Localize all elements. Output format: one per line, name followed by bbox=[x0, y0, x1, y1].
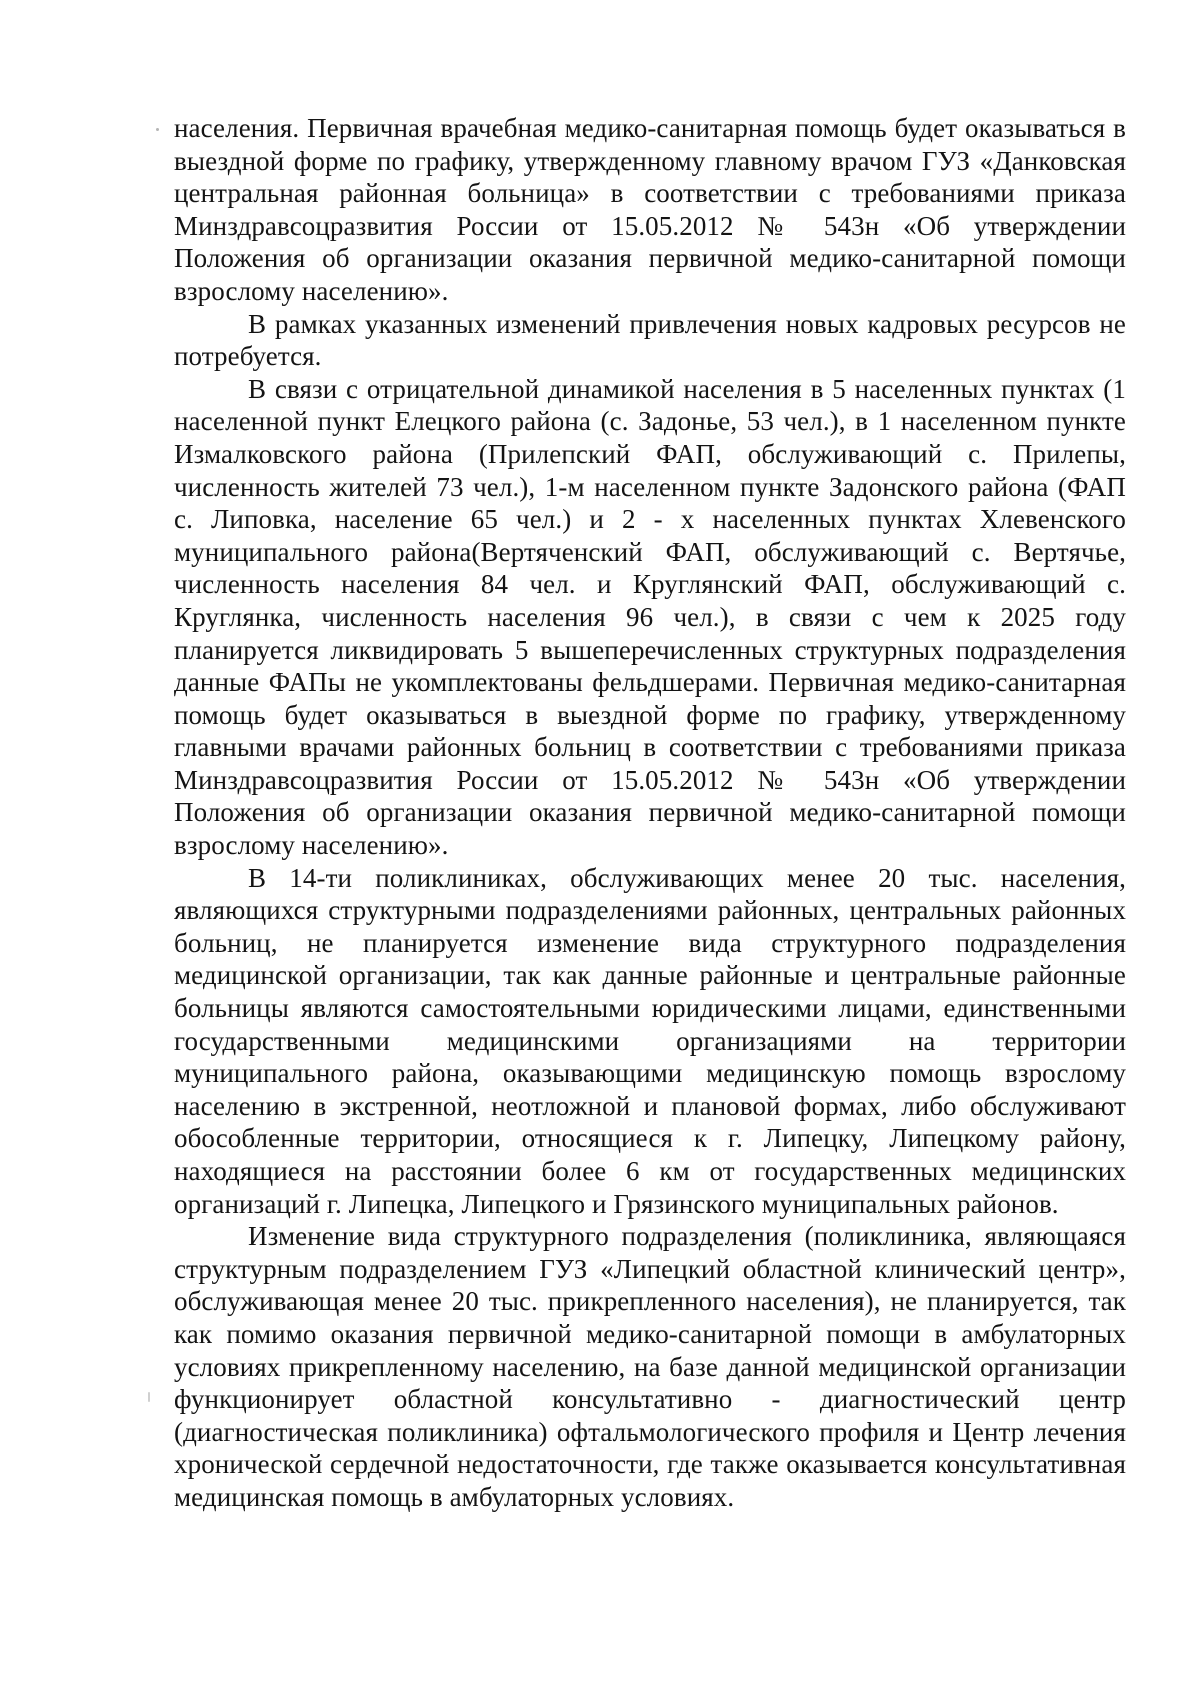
document-page bbox=[174, 112, 1126, 1514]
scan-margin-mark bbox=[148, 1392, 150, 1402]
paragraph-polyclinics: В 14-ти поликлиниках, обслуживающих менее 20 тыс. населения, являющихся структурными подразделениями районных, центральных районных больниц, не планируется изменение вида структурного подразделения медицинской организации, так как данные районные и центральные районные больницы являются самостоятельными юридическими лицами, единственными государственными медицинскими организациями на территории муниципального района, оказывающими медицинскую помощь взрослому населению в экстренной, неотложной и плановой формах, либо обслуживают обособленные территории, относящиеся к г. Липецку, Липецкому району, находящиеся на расстоянии более 6 км от государственных медицинских организаций г. Липецка, Липецкого и Грязинского муниципальных районов. bbox=[174, 862, 1126, 1219]
paragraph-fap-liquidation: В связи с отрицательной динамикой населения в 5 населенных пунктах (1 населенной пункт Елецкого района (с. Задонье, 53 чел.), в 1 населенном пункте Измалковского района (Прилепский ФАП, обслуживающий с. Прилепы, численность жителей 73 чел.), 1-м населенном пункте Задонского района (ФАП с. Липовка, население 65 чел.) и 2 - х населенных пунктах Хлевенского муниципального района(Вертяченский ФАП, обслуживающий с. Вертячье, численность населения 84 чел. и Круглянский ФАП, обслуживающий с. Круглянка, численность населения 96 чел.), в связи с чем к 2025 году планируется ликвидировать 5 вышеперечисленных структурных подразделения данные ФАПы не укомплектованы фельдшерами. Первичная медико-санитарная помощь будет оказываться в выездной форме по графику, утвержденному главными врачами районных больниц в соответствии с требованиями приказа Минздравсоцразвития России от 15.05.2012 № 543н «Об утверждении Положения об организации оказания первичной медико-санитарной помощи взрослому населению». bbox=[174, 373, 1126, 861]
paragraph-regional-center: Изменение вида структурного подразделения (поликлиника, являющаяся структурным подразделением ГУЗ «Липецкий областной клинический центр», обслуживающая менее 20 тыс. прикрепленного населения), не планируется, так как помимо оказания первичной медико-санитарной помощи в амбулаторных условиях прикрепленному населению, на базе данной медицинской организации функционирует областной консультативно - диагностический центр (диагностическая поликлиника) офтальмологического профиля и Центр лечения хронической сердечной недостаточности, где также оказывается консультативная медицинская помощь в амбулаторных условиях. bbox=[174, 1221, 1126, 1512]
paragraph-continuation: населения. Первичная врачебная медико-санитарная помощь будет оказываться в выездной форме по графику, утвержденному главному врачом ГУЗ «Данковская центральная районная больница» в соответствии с требованиями приказа Минздравсоцразвития России от 15.05.2012 № 543н «Об утверждении Положения об организации оказания первичной медико-санитарной помощи взрослому населению». bbox=[174, 113, 1126, 306]
scan-margin-mark bbox=[156, 128, 159, 131]
paragraph-staffing: В рамках указанных изменений привлечения новых кадровых ресурсов не потребуется. bbox=[174, 308, 1126, 372]
